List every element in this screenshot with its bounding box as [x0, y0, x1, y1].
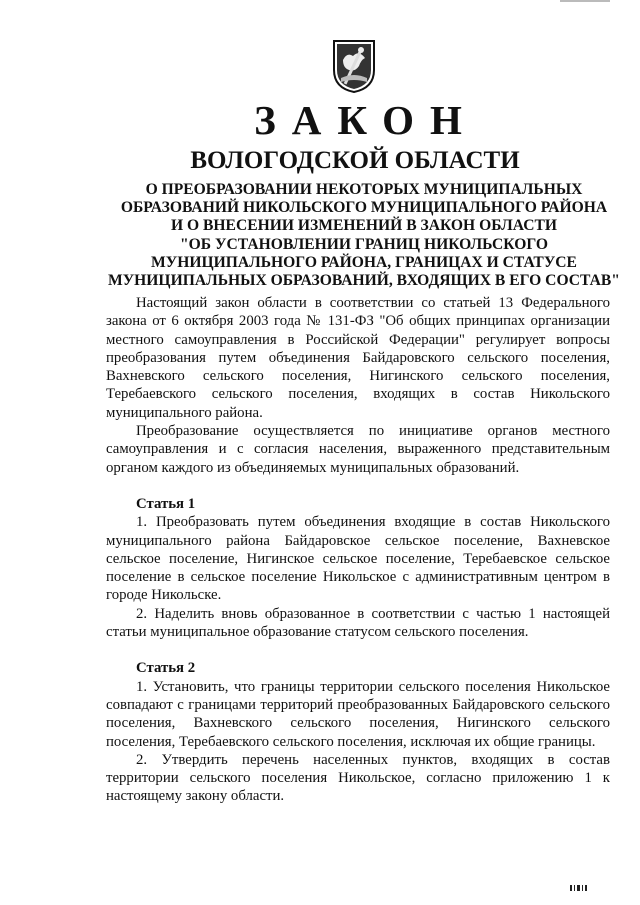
article-title: Статья 2 — [136, 660, 196, 677]
article-paragraph: 2. Утвердить перечень населенных пунктов, входящих в состав территории сельского поселения Никольское, согласно приложению 1 к настоящему закону области. — [106, 751, 610, 805]
preamble-paragraph: Преобразование осуществляется по инициативе органов местного самоуправления и с согласия населения, выраженного представительным органом каждого из объединяемых муниципальных образований. — [106, 423, 610, 476]
barcode-mark — [570, 885, 590, 891]
heading-line: МУНИЦИПАЛЬНОГО РАЙОНА, ГРАНИЦАХ И СТАТУСЕ — [151, 253, 577, 271]
article-paragraph: 2. Наделить вновь образованное в соответствии с частью 1 настоящей статьи муниципальное образование статусом сельского поселения. — [106, 605, 610, 641]
heading-line: "ОБ УСТАНОВЛЕНИИ ГРАНИЦ НИКОЛЬСКОГО — [180, 235, 548, 253]
heading-line: ОБРАЗОВАНИЙ НИКОЛЬСКОГО МУНИЦИПАЛЬНОГО РАЙОНА — [120, 199, 608, 217]
article-paragraph: 1. Установить, что границы территории сельского поселения Никольское совпадают с границами территорий преобразованных Байдаровского сельского поселения, Вахневского сельского поселения, Нигинского сельского поселения, Теребаевского сельского поселения, исключая их общие границы. — [106, 678, 610, 750]
article-title: Статья 1 — [136, 495, 196, 512]
coat-of-arms-icon — [331, 38, 377, 94]
scan-artifact — [560, 0, 610, 2]
document-region: ВОЛОГОДСКОЙ ОБЛАСТИ — [190, 147, 520, 174]
preamble-paragraph: Настоящий закон области в соответствии со статьей 13 Федерального закона от 6 октября 2003 года № 131-ФЗ "Об общих принципах организации местного самоуправления в Российской Федерации" регулирует вопросы преобразования путем объединения Байдаровского сельского поселения, Вахневского сельского поселения, Нигинского сельского поселения, Теребаевского сельского поселения, входящих в состав Никольского муниципального района. — [106, 295, 610, 421]
law-heading — [108, 181, 620, 290]
heading-line: МУНИЦИПАЛЬНЫХ ОБРАЗОВАНИЙ, ВХОДЯЩИХ В ЕГО СОСТАВ" — [108, 272, 620, 290]
document-title: ЗАКОН — [254, 97, 478, 143]
document-body — [106, 294, 610, 806]
heading-line: О ПРЕОБРАЗОВАНИИ НЕКОТОРЫХ МУНИЦИПАЛЬНЫХ — [145, 181, 583, 198]
article-paragraph: 1. Преобразовать путем объединения входящие в состав Никольского муниципального района Байдаровское сельское поселение, Вахневское сельское поселение, Нигинское сельское поселение, Теребаевское сельское поселение в сельское поселение Никольское с административным центром в городе Никольске. — [106, 514, 610, 604]
heading-line: И О ВНЕСЕНИИ ИЗМЕНЕНИЙ В ЗАКОН ОБЛАСТИ — [170, 217, 558, 235]
